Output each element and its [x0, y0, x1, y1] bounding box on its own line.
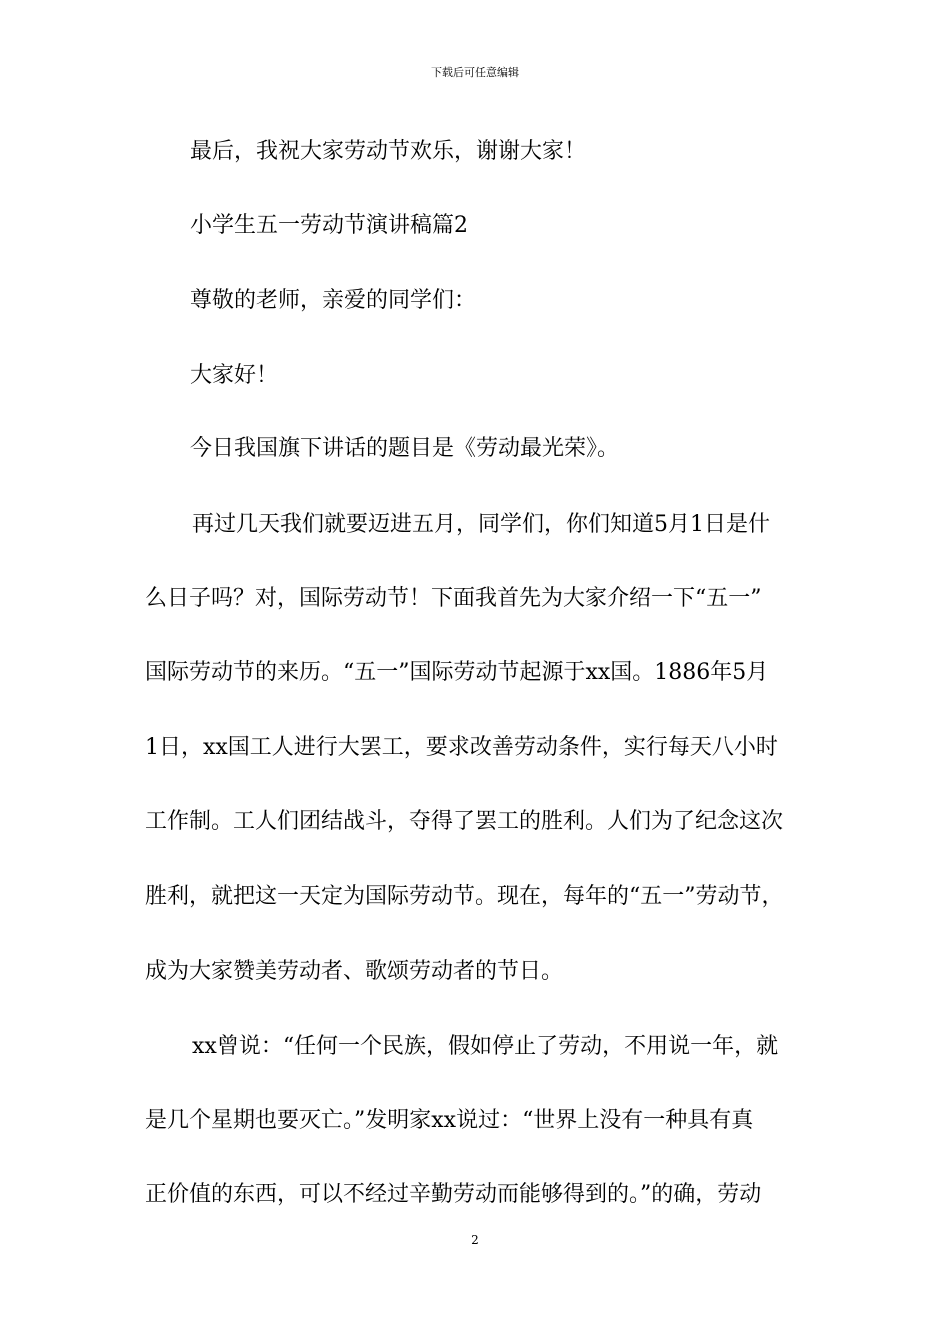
- paragraph-line: 国际劳动节的来历。“五一”国际劳动节起源于xx国。1886年5月: [145, 660, 769, 685]
- section-title: 小学生五一劳动节演讲稿篇2: [190, 213, 468, 238]
- paragraph-line: 是几个星期也要灭亡。”发明家xx说过：“世界上没有一种具有真: [145, 1108, 754, 1133]
- paragraph-line-topic: 今日我国旗下讲话的题目是《劳动最光荣》。: [190, 436, 620, 461]
- paragraph-line: 胜利，就把这一天定为国际劳动节。现在，每年的“五一”劳动节，: [145, 884, 784, 909]
- paragraph-line: 么日子吗？对，国际劳动节！下面我首先为大家介绍一下“五一”: [145, 586, 762, 611]
- page-number: 2: [471, 1233, 479, 1247]
- paragraph-line: 再过几天我们就要迈进五月，同学们，你们知道5月1日是什: [192, 512, 770, 537]
- paragraph-line: 工作制。工人们团结战斗，夺得了罢工的胜利。人们为了纪念这次: [145, 809, 784, 834]
- paragraph-line: xx曾说：“任何一个民族，假如停止了劳动，不用说一年，就: [192, 1034, 779, 1059]
- paragraph-line-closing: 最后，我祝大家劳动节欢乐，谢谢大家！: [190, 139, 587, 164]
- paragraph-line-salutation: 尊敬的老师，亲爱的同学们：: [190, 288, 477, 313]
- paragraph-line: 成为大家赞美劳动者、歌颂劳动者的节日。: [145, 959, 564, 984]
- paragraph-line: 1日，xx国工人进行大罢工，要求改善劳动条件，实行每天八小时: [145, 735, 778, 760]
- paragraph-line: 正价值的东西，可以不经过辛勤劳动而能够得到的。”的确，劳动: [145, 1182, 762, 1207]
- page-header: 下载后可任意编辑: [431, 66, 519, 79]
- paragraph-line-greeting: 大家好！: [190, 363, 279, 388]
